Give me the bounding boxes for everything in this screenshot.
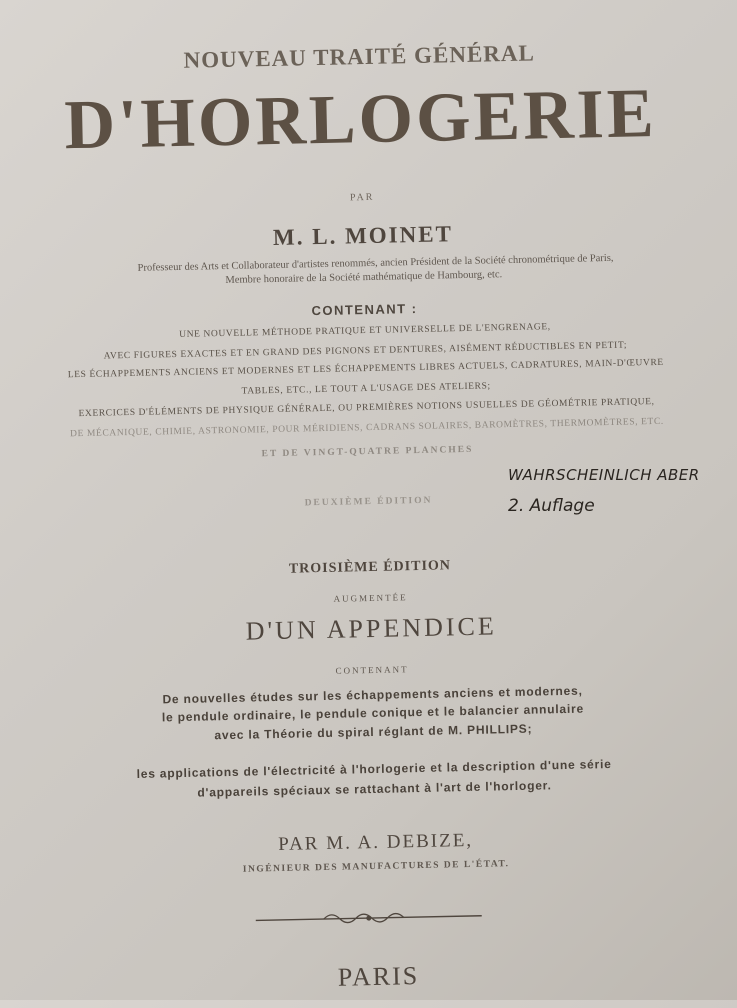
handwritten-note-line-1: WAHRSCHEINLICH ABER [508,466,700,484]
appendix-line: avec la Théorie du spiral réglant de M. PHILLIPS; [214,721,533,743]
par-label: PAR [349,191,375,204]
author-credentials-2: Membre honoraire de la Société mathématique de Hambourg, etc. [225,269,503,286]
appendix-title: D'UN APPENDICE [245,611,498,646]
appendix-line: les applications de l'électricité à l'horlogerie et la description d'une série [136,756,612,781]
contents-line: UNE NOUVELLE MÉTHODE PRATIQUE ET UNIVERSELLE DE L'ENGRENAGE, [179,322,551,340]
author-credentials-1: Professeur des Arts et Collaborateur d'artistes renommés, ancien Président de la Société chronométrique de Paris, [137,252,614,274]
appendix-line: le pendule ordinaire, le pendule conique et le balancier annulaire [161,701,585,725]
contents-line: DE MÉCANIQUE, CHIMIE, ASTRONOMIE, POUR MÉRIDIENS, CADRANS SOLAIRES, BAROMÈTRES, THERMOMÈTRES, ETC. [70,416,664,440]
handwritten-note-line-2: 2. Auflage [508,496,595,516]
contents-line: TABLES, ETC., LE TOUT A L'USAGE DES ATELIERS; [241,381,491,397]
contents-line: DEUXIÈME ÉDITION [304,495,433,509]
main-title: D'HORLOGERIE [63,74,658,165]
coauthor-name: PAR M. A. DEBIZE, [278,829,474,855]
appendix-line: d'appareils spéciaux se rattachant à l'art de l'horloger. [197,778,552,800]
contents-line: LES ÉCHAPPEMENTS ANCIENS ET MODERNES ET LES ÉCHAPPEMENTS LIBRES ACTUELS, CADRATURES, MAIN-D'ŒUVRE [67,357,664,381]
appendix-contenant: CONTENANT [335,664,409,676]
contents-line: ET DE VINGT-QUATRE PLANCHES [261,444,474,460]
author-name: M. L. MOINET [272,221,454,250]
city: PARIS [337,961,420,992]
contents-line: EXERCICES D'ÉLÉMENTS DE PHYSIQUE GÉNÉRALE, OU PREMIÈRES NOTIONS USUELLES DE GÉOMÉTRIE PRATIQUE, [78,397,655,420]
appendix-line: De nouvelles études sur les échappements anciens et modernes, [162,683,583,707]
contents-heading: CONTENANT : [311,300,418,319]
contents-line: AVEC FIGURES EXACTES ET EN GRAND DES PIGNONS ET DENTURES, AISÉMENT RÉDUCTIBLES EN PETIT; [103,340,628,362]
decorative-rule-icon [254,906,484,931]
augmentee-label: AUGMENTÉE [333,592,408,604]
title-line-1: NOUVEAU TRAITÉ GÉNÉRAL [183,40,536,73]
coauthor-title: INGÉNIEUR DES MANUFACTURES DE L'ÉTAT. [242,859,510,875]
edition-label: TROISIÈME ÉDITION [288,558,452,577]
